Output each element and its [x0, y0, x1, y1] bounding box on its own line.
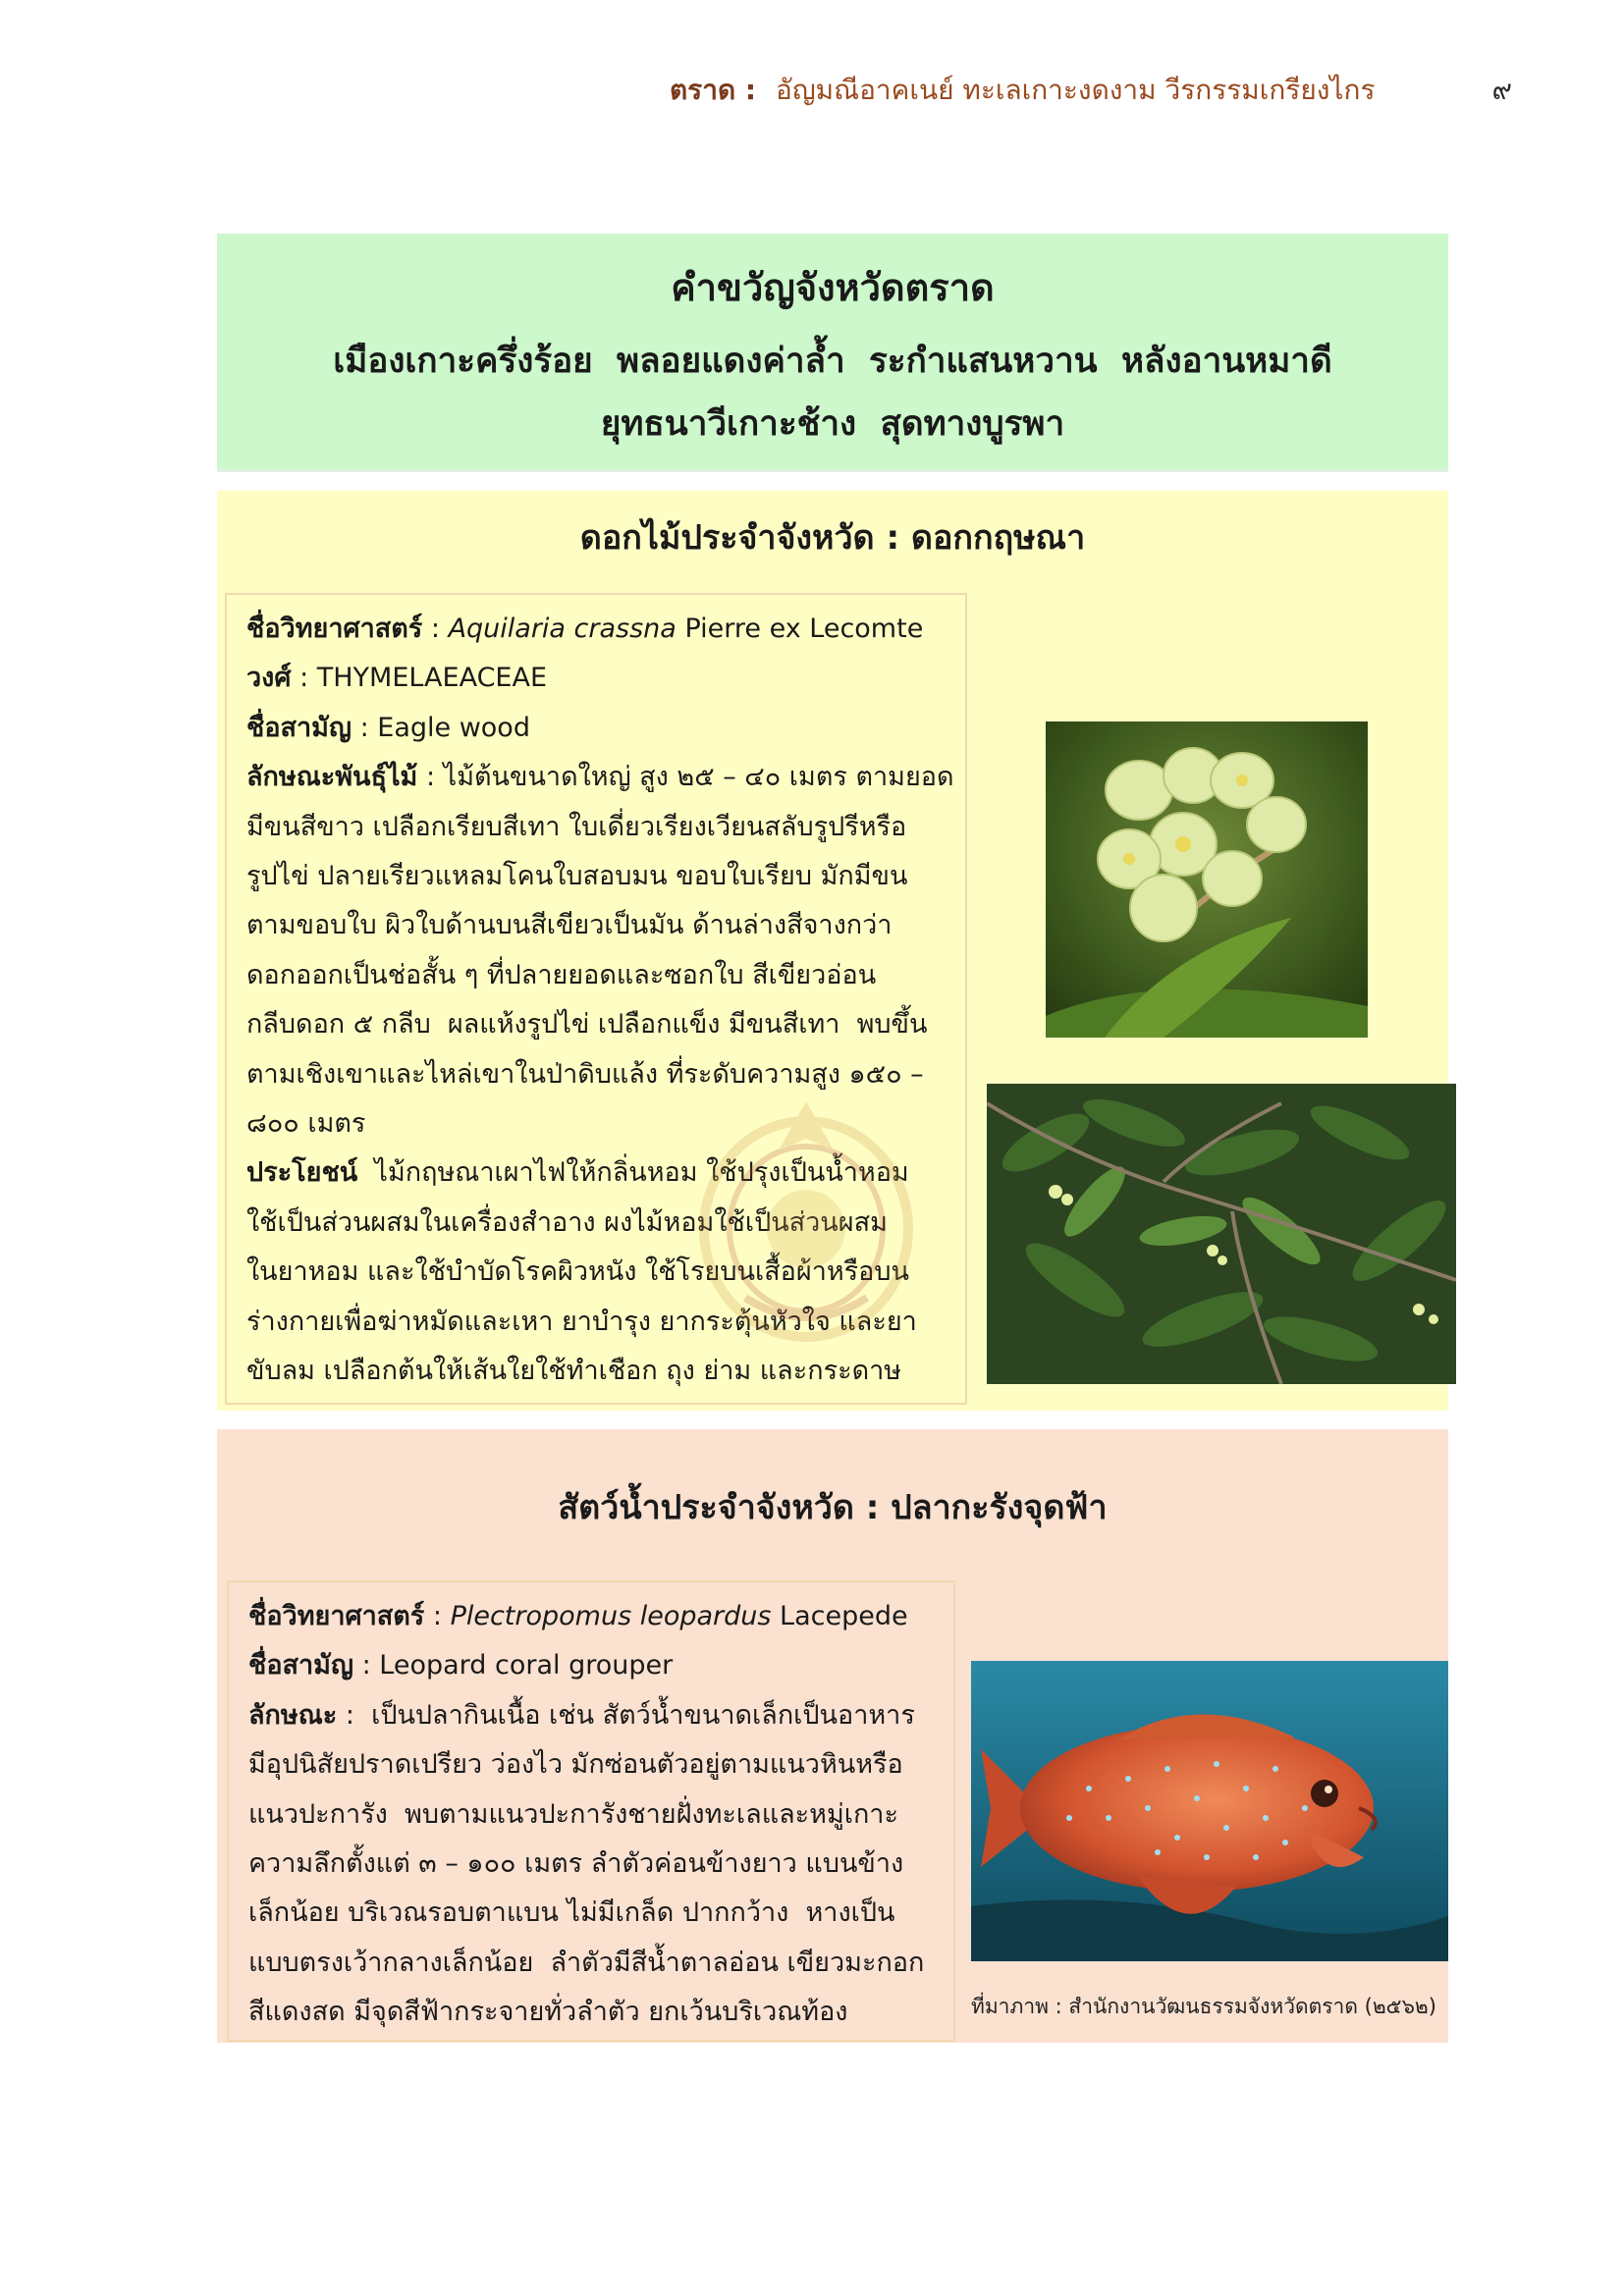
flower-use-text: ไม้กฤษณาเผาไฟให้กลิ่นหอม ใช้ปรุงเป็นน้ำหอม	[357, 1157, 909, 1189]
fish-char-text: : เป็นปลากินเนื้อ เช่น สัตว์น้ำขนาดเล็กเป็นอาหาร	[337, 1699, 915, 1731]
flower-use-line: ใช้เป็นส่วนผสมในเครื่องสำอาง ผงไม้หอมใช้เป็นส่วนผสม	[246, 1206, 888, 1238]
flower-char-line: มีขนสีขาว เปลือกเรียบสีเทา ใบเดี่ยวเรียงเวียนสลับรูปรีหรือ	[246, 811, 907, 842]
fish-sci-sep: :	[424, 1601, 451, 1631]
provincial-aquatic-animal-section	[217, 1429, 1448, 2043]
fish-characteristics-line	[248, 1691, 944, 1740]
agarwood-flower-photo	[1046, 721, 1368, 1038]
fish-char-line: ความลึกตั้งแต่ ๓ – ๑๐๐ เมตร ลำตัวค่อนข้างยาว แบนข้าง	[248, 1848, 904, 1880]
watermark-seal	[686, 1092, 926, 1351]
provincial-flower-section	[217, 491, 1448, 1411]
fish-sci-author: Lacepede	[771, 1601, 908, 1631]
header-subtitle: อัญมณีอาคเนย์ ทะเลเกาะงดงาม วีรกรรมเกรียงไกร	[776, 74, 1376, 106]
province-motto-box	[217, 234, 1448, 472]
fish-char-line: แบบตรงเว้ากลางเล็กน้อย ลำตัวมีสีน้ำตาลอ่อน เขียวมะกอก	[248, 1947, 925, 1978]
flower-char-line: รูปไข่ ปลายเรียวแหลมโคนใบสอบมน ขอบใบเรียบ มักมีขน	[246, 861, 908, 892]
photo-credit: ที่มาภาพ : สำนักงานวัฒนธรรมจังหวัดตราด (๒๕๖๒)	[971, 1995, 1436, 2018]
flower-sci-sep: :	[422, 614, 449, 644]
fish-char-line: เล็กน้อย บริเวณรอบตาแบน ไม่มีเกล็ด ปากกว้าง หางเป็น	[248, 1897, 895, 1929]
page-number: ๙	[1491, 74, 1512, 106]
motto-line-2: ยุทธนาวีเกาะช้าง สุดทางบูรพา	[600, 404, 1065, 444]
fish-char-line: แนวปะการัง พบตามแนวปะการังชายฝั่งทะเลและหมู่เกาะ	[248, 1798, 898, 1830]
flower-characteristics-line	[246, 753, 955, 802]
fish-common-name-line	[248, 1641, 944, 1690]
fish-char-line: มีอุปนิสัยปราดเปรียว ว่องไว มักซ่อนตัวอยู่ตามแนวหินหรือ	[248, 1749, 903, 1781]
motto-line-1: เมืองเกาะครึ่งร้อย พลอยแดงค่าล้ำ ระกำแสนหวาน หลังอานหมาดี	[333, 342, 1332, 381]
flower-use-line: ในยาหอม และใช้บำบัดโรคผิวหนัง ใช้โรยบนเสื้อผ้าหรือบน	[246, 1256, 909, 1288]
flower-char-line: ๘๐๐ เมตร	[246, 1108, 366, 1140]
fish-description-box	[227, 1580, 955, 2042]
flower-char-label: ลักษณะพันธุ์ไม้	[246, 762, 418, 793]
fish-char-line: สีแดงสด มีจุดสีฟ้ากระจายทั่วลำตัว ยกเว้นบริเวณท้อง	[248, 1997, 848, 2028]
fish-scientific-name-line	[248, 1592, 944, 1641]
running-header	[589, 61, 1512, 110]
flower-sci-author: Pierre ex Lecomte	[676, 614, 924, 644]
header-province: ตราด :	[670, 74, 757, 106]
flower-use-line: ขับลม เปลือกต้นให้เส้นใยใช้ทำเชือก ถุง ย่าม และกระดาษ	[246, 1356, 902, 1387]
flower-use-line: ร่างกายเพื่อฆ่าหมัดและเหา ยาบำรุง ยากระตุ้นหัวใจ และยา	[246, 1306, 917, 1337]
flower-common-value: : Eagle wood	[352, 712, 530, 743]
agarwood-branch-photo	[987, 1084, 1456, 1384]
flower-scientific-name-line	[246, 605, 955, 654]
flower-family-label: วงศ์	[246, 663, 292, 694]
flower-common-label: ชื่อสามัญ	[246, 712, 352, 743]
flower-sci-label: ชื่อวิทยาศาสตร์	[246, 614, 423, 644]
flower-section-title: ดอกไม้ประจำจังหวัด : ดอกกฤษณา	[579, 518, 1086, 558]
flower-family-line	[246, 654, 955, 703]
flower-char-line: ดอกออกเป็นช่อสั้น ๆ ที่ปลายยอดและซอกใบ สีเขียวอ่อน	[246, 959, 877, 990]
fish-char-label: ลักษณะ	[248, 1699, 338, 1731]
motto-title: คำขวัญจังหวัดตราด	[671, 266, 995, 309]
flower-char-line: ตามเชิงเขาและไหล่เขาในป่าดิบแล้ง ที่ระดับความสูง ๑๕๐ –	[246, 1058, 924, 1090]
fish-common-label: ชื่อสามัญ	[248, 1650, 353, 1682]
fish-section-title: สัตว์น้ำประจำจังหวัด : ปลากะรังจุดฟ้า	[558, 1488, 1108, 1527]
flower-char-line: ตามขอบใบ ผิวใบด้านบนสีเขียวเป็นมัน ด้านล่างสีจางกว่า	[246, 910, 893, 941]
flower-family-value: : THYMELAEACEAE	[291, 663, 548, 694]
fish-sci-name: Plectropomus leopardus	[450, 1601, 772, 1631]
flower-char-line: กลีบดอก ๕ กลีบ ผลแห้งรูปไข่ เปลือกแข็ง มีขนสีเทา พบขึ้น	[246, 1009, 928, 1041]
fish-sci-label: ชื่อวิทยาศาสตร์	[248, 1601, 425, 1631]
flower-char-text: : ไม้ต้นขนาดใหญ่ สูง ๒๕ – ๔๐ เมตร ตามยอด	[417, 762, 954, 793]
flower-sci-name: Aquilaria crassna	[448, 614, 677, 644]
flower-common-name-line	[246, 704, 955, 753]
flower-use-label: ประโยชน์	[246, 1157, 358, 1189]
fish-common-value: : Leopard coral grouper	[353, 1650, 674, 1682]
leopard-coral-grouper-photo	[971, 1661, 1448, 1961]
